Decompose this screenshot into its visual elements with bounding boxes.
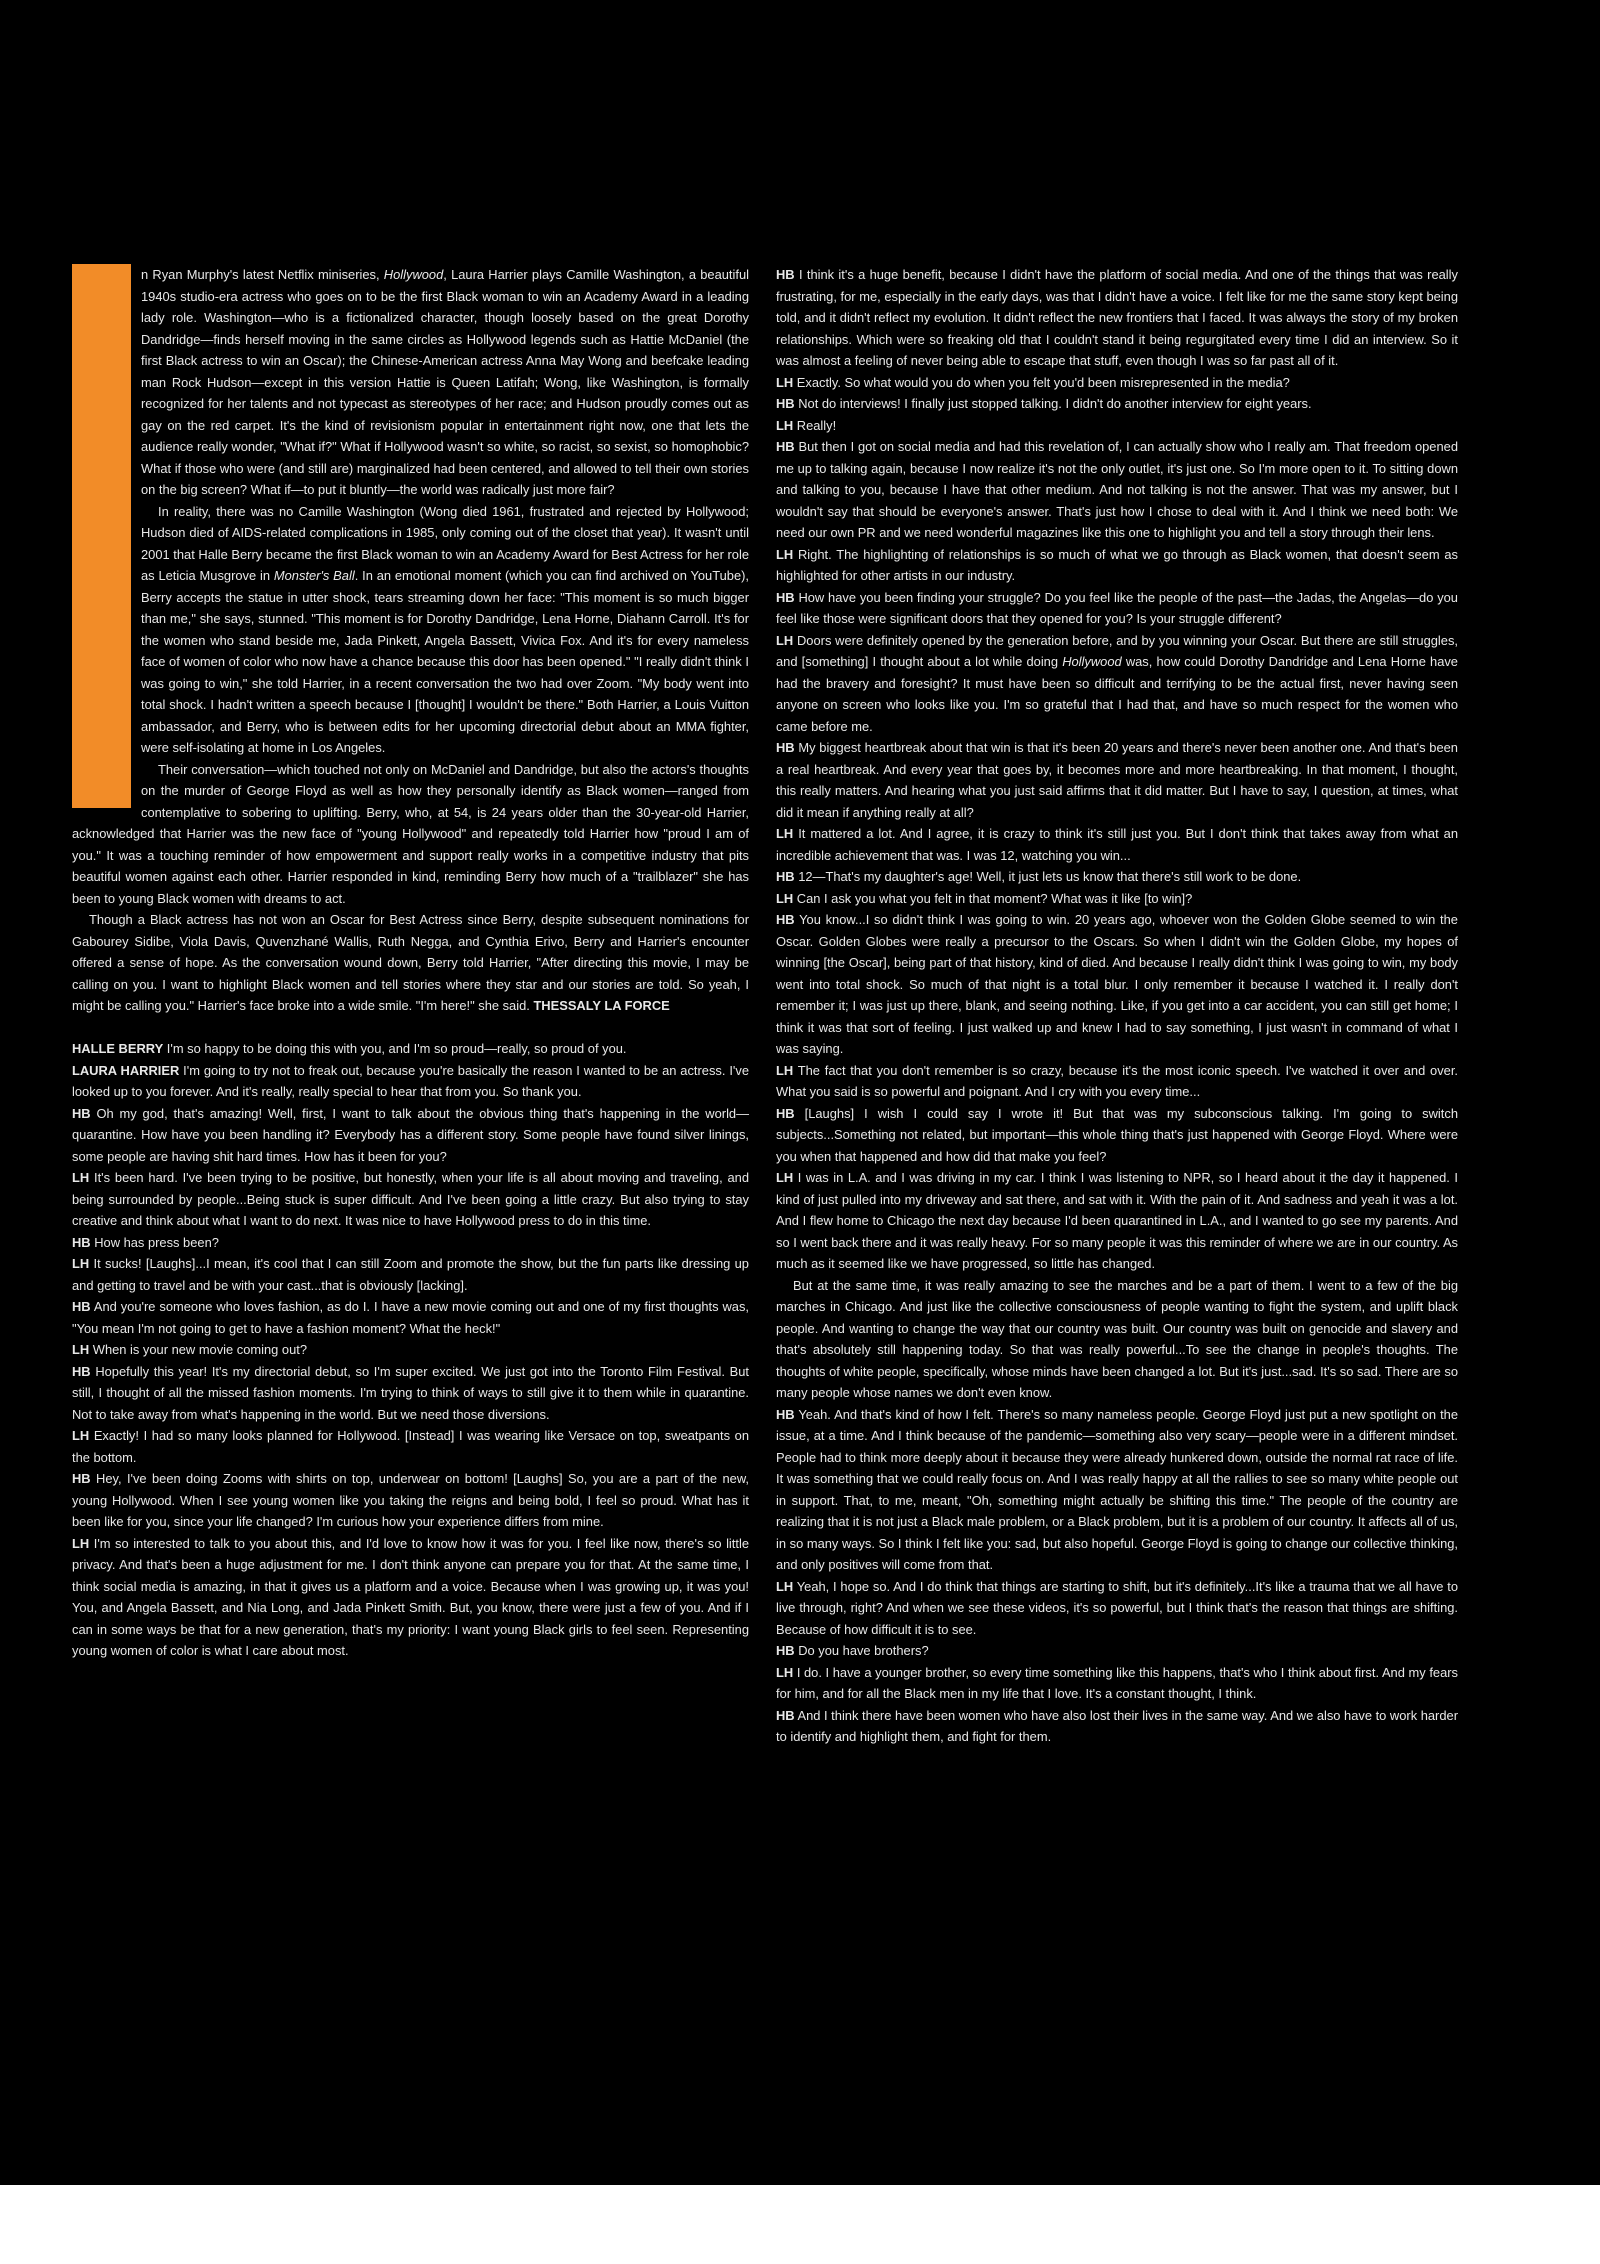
speaker: HB (776, 1643, 795, 1658)
qa-entry (776, 1640, 1458, 1662)
qa-entry (776, 737, 1458, 823)
answer-text: How have you been finding your struggle? Do you feel like the people of the past—the Jadas, the Angelas—do you feel like those were significant doors that they opened for you? Is your struggle different? (776, 589, 1458, 626)
speaker: HB (776, 1707, 795, 1723)
speaker: LH (72, 1342, 90, 1357)
qa-entry (72, 1361, 749, 1426)
speaker: LH (776, 1664, 794, 1680)
speaker: LH (776, 890, 794, 906)
answer-text: When is your new movie coming out? (92, 1342, 308, 1357)
interview-right-a (776, 264, 1458, 630)
interview-left (72, 1038, 749, 1662)
qa-entry (72, 1103, 749, 1168)
show-title: Hollywood (1062, 654, 1122, 669)
qa-entry (72, 1339, 749, 1361)
intro-paragraph-4: Though a Black actress has not won an Oscar for Best Actress since Berry, despite subsequent nominations for Gabourey Sidibe, Viola Davis, Quvenzhané Wallis, Ruth Negga, and Cynthia Erivo, Berry and Harrier's encounter offered a sense of hope. As the conversation wound down, Berry told Harrier, "After directing this movie, I may be calling on you. I want to highlight Black women and tell stories where they star and our stories are told. So yeah, I might be calling you." Harrier's face broke into a wide smile. "I'm here!" she said. THESSALY LA FORCE (72, 912, 749, 1013)
qa-entry (72, 1468, 749, 1533)
speaker: HB (776, 740, 795, 755)
answer-text: I think it's a huge benefit, because I didn't have the platform of social media. And one of the things that was really frustrating, for me, especially in the early days, was that I didn't have a voice. I felt like for me the same story kept being told, and it didn't reflect my evolution. It didn't reflect the new frontiers that I faced. It was always the story of my broken relationships. Which were so freaking old that I couldn't stand it being regurgitated every time I did an interview. So it was almost a feeling of never being able to escape that stuff, even though I was so far past all of it. (776, 267, 1458, 368)
qa-entry (72, 1296, 749, 1339)
speaker: LH (776, 546, 794, 562)
left-column (72, 264, 749, 1662)
speaker: HB (72, 1234, 91, 1250)
answer-text: I do. I have a younger brother, so every time something like this happens, that's who I think about first. And my fears for him, and for all the Black men in my life that I love. It's a constant thought, I think. (776, 1664, 1458, 1701)
speaker: HB (776, 267, 795, 282)
qa-entry (776, 823, 1458, 866)
qa-entry (776, 372, 1458, 394)
interview-right-c (776, 1404, 1458, 1748)
speaker: LAURA HARRIER (72, 1062, 180, 1078)
speaker: LH (776, 1578, 794, 1594)
speaker: HB (776, 439, 795, 454)
film-title: Monster's Ball (273, 568, 355, 583)
speaker: LH (72, 1428, 90, 1443)
qa-entry (776, 866, 1458, 888)
qa-entry (776, 436, 1458, 544)
speaker: HB (776, 869, 795, 884)
answer-text: You know...I so didn't think I was going to win. 20 years ago, whoever won the Golden Globe seemed to win the Oscar. Golden Globes were really a precursor to the Oscars. So when I didn't win the Golden Globe, my hopes of winning [the Oscar], being part of that history, kind of died. And because I really didn't think I was going to win, my body went into total shock. So much of that night is a total blur. I only remember it because I watched it. I really don't remember it; I was just up there, blank, and seeing nothing. Like, if you get into a car accident, you can still get home; I think it was that sort of feeling. I just walked up and knew I had to say something, I just wasn't in command of what I was saying. (776, 912, 1458, 1056)
speaker: HB (776, 589, 795, 605)
qa-entry (776, 1103, 1458, 1168)
speaker: LH (776, 417, 794, 433)
speaker: LH (776, 1062, 794, 1078)
qa-entry (776, 1167, 1458, 1275)
qa-entry (776, 1705, 1458, 1748)
qa-entry (72, 1232, 749, 1254)
speaker: LH (72, 1535, 90, 1551)
qa-entry (776, 415, 1458, 437)
answer-text: 12—That's my daughter's age! Well, it just lets us know that there's still work to be done. (798, 869, 1302, 884)
answer-text: Hey, I've been doing Zooms with shirts on top, underwear on bottom! [Laughs] So, you are a part of the new, young Hollywood. When I see young women like you taking the reigns and being bold, I feel so proud. What has it been like for you, since your life changed? I'm curious how your experience differs from mine. (72, 1471, 749, 1529)
qa-entry (72, 1425, 749, 1468)
interview-right-b (776, 737, 1458, 1275)
qa-entry (776, 1404, 1458, 1576)
qa-entry (72, 1038, 749, 1060)
qa-entry (776, 264, 1458, 372)
speaker: HB (776, 396, 795, 411)
answer-text: And I think there have been women who have also lost their lives in the same way. And we also have to work harder to identify and highlight them, and fight for them. (776, 1707, 1458, 1744)
answer-text: Yeah. And that's kind of how I felt. There's so many nameless people. George Floyd just put a new spotlight on the issue, at a time. And I think because of the pandemic—something also very scary—people were in a different mindset. People had to think more deeply about it because they were already hunkered down, outside the normal rat race of life. It was something that we could really focus on. And I was really happy at all the rallies to see so many white people out in support. That, to me, meant, "Oh, something might actually be shifting this time." The people of the country are realizing that it is not just a Black male problem, or a Black problem, but it is a problem of our country. It affects all of us, in so many ways. So I think I felt like you: sad, but also hopeful. George Floyd is going to change our collective thinking, and only positives will come from that. (776, 1406, 1458, 1572)
qa-entry: LH Doors were definitely opened by the generation before, and by you winning your Oscar. But there are still struggles, and [something] I thought about a lot while doing Hollywood was, how could Dorothy Dandridge and Lena Horne have had the bravery and foresight? It must have been so difficult and terrifying to be the actual first, never having seen anyone on screen who looks like you. I'm so grateful that I had that, and have so much respect for the women who came before me. (776, 632, 1458, 734)
speaker: HALLE BERRY (72, 1041, 164, 1056)
answer-text: [Laughs] I wish I could say I wrote it! But that was my subconscious talking. I'm going to switch subjects...Something not related, but important—this whole thing that's just happened with George Floyd. Where were you when that happened and how did that make you feel? (776, 1105, 1458, 1164)
speaker: HB (776, 912, 795, 927)
speaker: LH (72, 1170, 90, 1185)
answer-text: Hopefully this year! It's my directorial debut, so I'm super excited. We just got into the Toronto Film Festival. But still, I thought of all the missed fashion moments. I'm trying to think of ways to still give it to them while in quarantine. Not to take away from what's happening in the world. But we need those diversions. (72, 1363, 749, 1422)
answer-text: Exactly. So what would you do when you felt you'd been misrepresented in the media? (796, 374, 1290, 390)
answer-text: I'm so happy to be doing this with you, and I'm so proud—really, so proud of you. (166, 1041, 627, 1056)
speaker: LH (72, 1256, 90, 1271)
answer-text: Do you have brothers? (798, 1643, 929, 1658)
qa-entry (776, 544, 1458, 587)
answer-text: But then I got on social media and had this revelation of, I can actually show who I really am. That freedom opened me up to talking again, because I now realize it's not the only outlet, it's just one. So I'm more open to it. To sitting down and talking to you, because I have that other medium. And not talking is not the answer. That was my answer, but I wouldn't say that should be everyone's answer. That's just how I chose to deal with it. And I think we need both: We need our own PR and we need wonderful magazines like this one to highlight you and tell a story through their lens. (776, 439, 1458, 540)
orange-drop-cap-block (72, 264, 131, 808)
answer-text: My biggest heartbreak about that win is that it's been 20 years and there's never been another one. And that's been a real heartbreak. And every year that goes by, it becomes more and more heartbreaking. In that moment, I thought, this really matters. And hearing what you just said affirms that it did matter. But I have to say, I question, at times, what did it mean if anything really at all? (776, 740, 1458, 820)
qa-entry (776, 1060, 1458, 1103)
answer-text: Exactly! I had so many looks planned for Hollywood. [Instead] I was wearing like Versace on top, sweatpants on the bottom. (72, 1428, 749, 1465)
answer-text: And you're someone who loves fashion, as do I. I have a new movie coming out and one of my first thoughts was, "You mean I'm not going to get to have a fashion moment? What the heck!" (72, 1299, 749, 1336)
qa-entry (776, 1576, 1458, 1641)
speaker: HB (72, 1363, 91, 1379)
answer-text: Not do interviews! I finally just stopped talking. I didn't do another interview for eight years. (798, 396, 1312, 411)
speaker: HB (72, 1299, 91, 1314)
answer-text: The fact that you don't remember is so crazy, because it's the most iconic speech. I've watched it over and over. What you said is so powerful and poignant. And I cry with you every time... (776, 1062, 1458, 1099)
speaker: HB (72, 1105, 91, 1121)
answer-text: Oh my god, that's amazing! Well, first, I want to talk about the obvious thing that's happening in the world—quarantine. How have you been handling it? Everybody has a different story. Some people have found silver linings, some people are having shit hard times. How has it been for you? (72, 1105, 749, 1164)
speaker: LH (776, 374, 794, 390)
marches-paragraph: But at the same time, it was really amazing to see the marches and be a part of them. I went to a few of the big marches in Chicago. And just like the collective consciousness of people wanting to fight the system, and uplift black people. And wanting to change the way that our country was built. Our country was built on genocide and slavery and that's absolutely still happening today. So that was really powerful...To see the change in people's thoughts. The thoughts of white people, specifically, whose minds have been changed a lot. But it's just...sad. It's so sad. There are so many people whose names we don't even know. (776, 1277, 1458, 1400)
intro-paragraph-3: Their conversation—which touched not only on McDaniel and Dandridge, but also the actors's thoughts on the murder of George Floyd as well as how they personally identify as Black women—ranged from contemplative to sobering to uplifting. Berry, who, at 54, is 24 years older than the 30-year-old Harrier, acknowledged that Harrier was the new face of "young Hollywood" and repeatedly told Harrier how "proud I am of you." It was a touching reminder of how empowerment and support really works in a competitive industry that pits beautiful women against each other. Harrier responded in kind, reminding Berry how much of a "trailblazer" she has been to young Black women with dreams to act. (72, 761, 749, 906)
answer-text: I'm so interested to talk to you about this, and I'd love to know how it was for you. I feel like now, there's so little privacy. And that's been a huge adjustment for me. I don't think anyone can prepare you for that. At the same time, I think social media is amazing, in that it gives us a platform and a voice. Because when I was growing up, it was you! You, and Angela Bassett, and Nia Long, and Jada Pinkett Smith. But, you know, there were just a few of you. And if I can in some ways be that for a new generation, that's my priority: I want young Black girls to feel seen. Representing young women of color is what I care about most. (72, 1535, 749, 1658)
answer-text: Right. The highlighting of relationships is so much of what we go through as Black women, that doesn't seem as highlighted for other artists in our industry. (776, 546, 1458, 583)
show-title: Hollywood (383, 267, 444, 282)
qa-entry (72, 1533, 749, 1662)
speaker: HB (776, 1105, 795, 1121)
qa-entry (776, 1662, 1458, 1705)
answer-text: Yeah, I hope so. And I do think that things are starting to shift, but it's definitely...It's like a trauma that we all have to live through, right? And when we see these videos, it's so powerful, but I think that's the reason that things are shifting. Because of how difficult it is to see. (776, 1578, 1458, 1637)
qa-entry (72, 1253, 749, 1296)
section-gap (72, 1017, 749, 1039)
qa-entry (776, 587, 1458, 630)
answer-text: I'm going to try not to freak out, because you're basically the reason I wanted to be an actress. I've looked up to you forever. And it's really, really special to hear that from you. So thank you. (72, 1062, 749, 1099)
qa-entry (776, 888, 1458, 910)
answer-text: It's been hard. I've been trying to be positive, but honestly, when your life is all about moving and traveling, and being surrounded by people...Being stuck is super difficult. And I've been going a little crazy. But also trying to stay creative and think about what I want to do next. It was nice to have Hollywood press to do in this time. (72, 1170, 749, 1228)
qa-entry (776, 909, 1458, 1060)
answer-text: Really! (796, 417, 837, 433)
speaker: LH (776, 826, 794, 841)
speaker: LH (776, 1170, 794, 1185)
author-credit: THESSALY LA FORCE (533, 998, 670, 1013)
qa-entry (776, 393, 1458, 415)
qa-entry (72, 1167, 749, 1232)
speaker: LH (776, 632, 794, 648)
intro-paragraph-1: n Ryan Murphy's latest Netflix miniseries, Hollywood, Laura Harrier plays Camille Washington, a beautiful 1940s studio-era actress who goes on to be the first Black woman to win an Academy Award in a leading lady role. Washington—who is a fictionalized character, though loosely based on the great Dorothy Dandridge—finds herself moving in the same circles as Hollywood legends such as Hattie McDaniel (the first Black actress to win an Oscar); the Chinese-American actress Anna May Wong and beefcake leading man Rock Hudson—except in this version Hattie is Queen Latifah; Wong, like Washington, is formally recognized for her talents and not typecast as stereotypes of her race; and Hudson proudly comes out as gay on the red carpet. It's the kind of revisionism popular in entertainment right now, one that lets the audience really wonder, "What if?" What if Hollywood wasn't so white, so racist, so sexist, so homophobic? What if those who were (and still are) marginalized had been centered, and allowed to tell their own stories on the big screen? What if—to put it bluntly—the world was radically just more fair? (141, 267, 749, 497)
answer-text: I was in L.A. and I was driving in my car. I think I was listening to NPR, so I heard about it the day it happened. I kind of just pulled into my driveway and sat there, and sat with it. With the pain of it. And sadness and yeah it was a lot. And I flew home to Chicago the next day because I'd been quarantined in L.A., and I wanted to go see my parents. And so I went back there and it was really heavy. For so many people it was this reminder of where we are in our country. As much as it seemed like we have progressed, so little has changed. (776, 1170, 1458, 1271)
answer-text: How has press been? (94, 1234, 219, 1250)
speaker: HB (776, 1406, 795, 1422)
answer-text: It mattered a lot. And I agree, it is crazy to think it's still just you. But I don't think that takes away from what an incredible achievement that was. I was 12, watching you win... (776, 826, 1458, 863)
answer-text: It sucks! [Laughs]...I mean, it's cool that I can still Zoom and promote the show, but the fun parts like dressing up and getting to travel and be with your cast...that is obviously [lacking]. (72, 1256, 749, 1293)
speaker: HB (72, 1471, 91, 1486)
right-column (776, 264, 1458, 1748)
intro-paragraph-2: In reality, there was no Camille Washington (Wong died 1961, frustrated and rejected by Hollywood; Hudson died of AIDS-related complications in 1985, only coming out of the closet that year). It wasn't until 2001 that Halle Berry became the first Black woman to win an Academy Award for Best Actress for her role as Leticia Musgrove in Monster's Ball. In an emotional moment (which you can find archived on YouTube), Berry accepts the statue in utter shock, tears streaming down her face: "This moment is so much bigger than me," she says, stunned. "This moment is for Dorothy Dandridge, Lena Horne, Diahann Carroll. It's for the women who stand beside me, Jada Pinkett, Angela Bassett, Vivica Fox. And it's for every nameless face of women of color who now have a chance because this door has been opened." "I really didn't think I was going to win," she told Harrier, in a recent conversation the two had over Zoom. "My body went into total shock. I hadn't written a speech because I [thought] I wouldn't be there." Both Harrier, a Louis Vuitton ambassador, and Berry, who is between edits for her upcoming directorial debut about an MMA fighter, were self-isolating at home in Los Angeles. (141, 503, 749, 755)
qa-entry (72, 1060, 749, 1103)
answer-text: Can I ask you what you felt in that moment? What was it like [to win]? (796, 890, 1193, 906)
